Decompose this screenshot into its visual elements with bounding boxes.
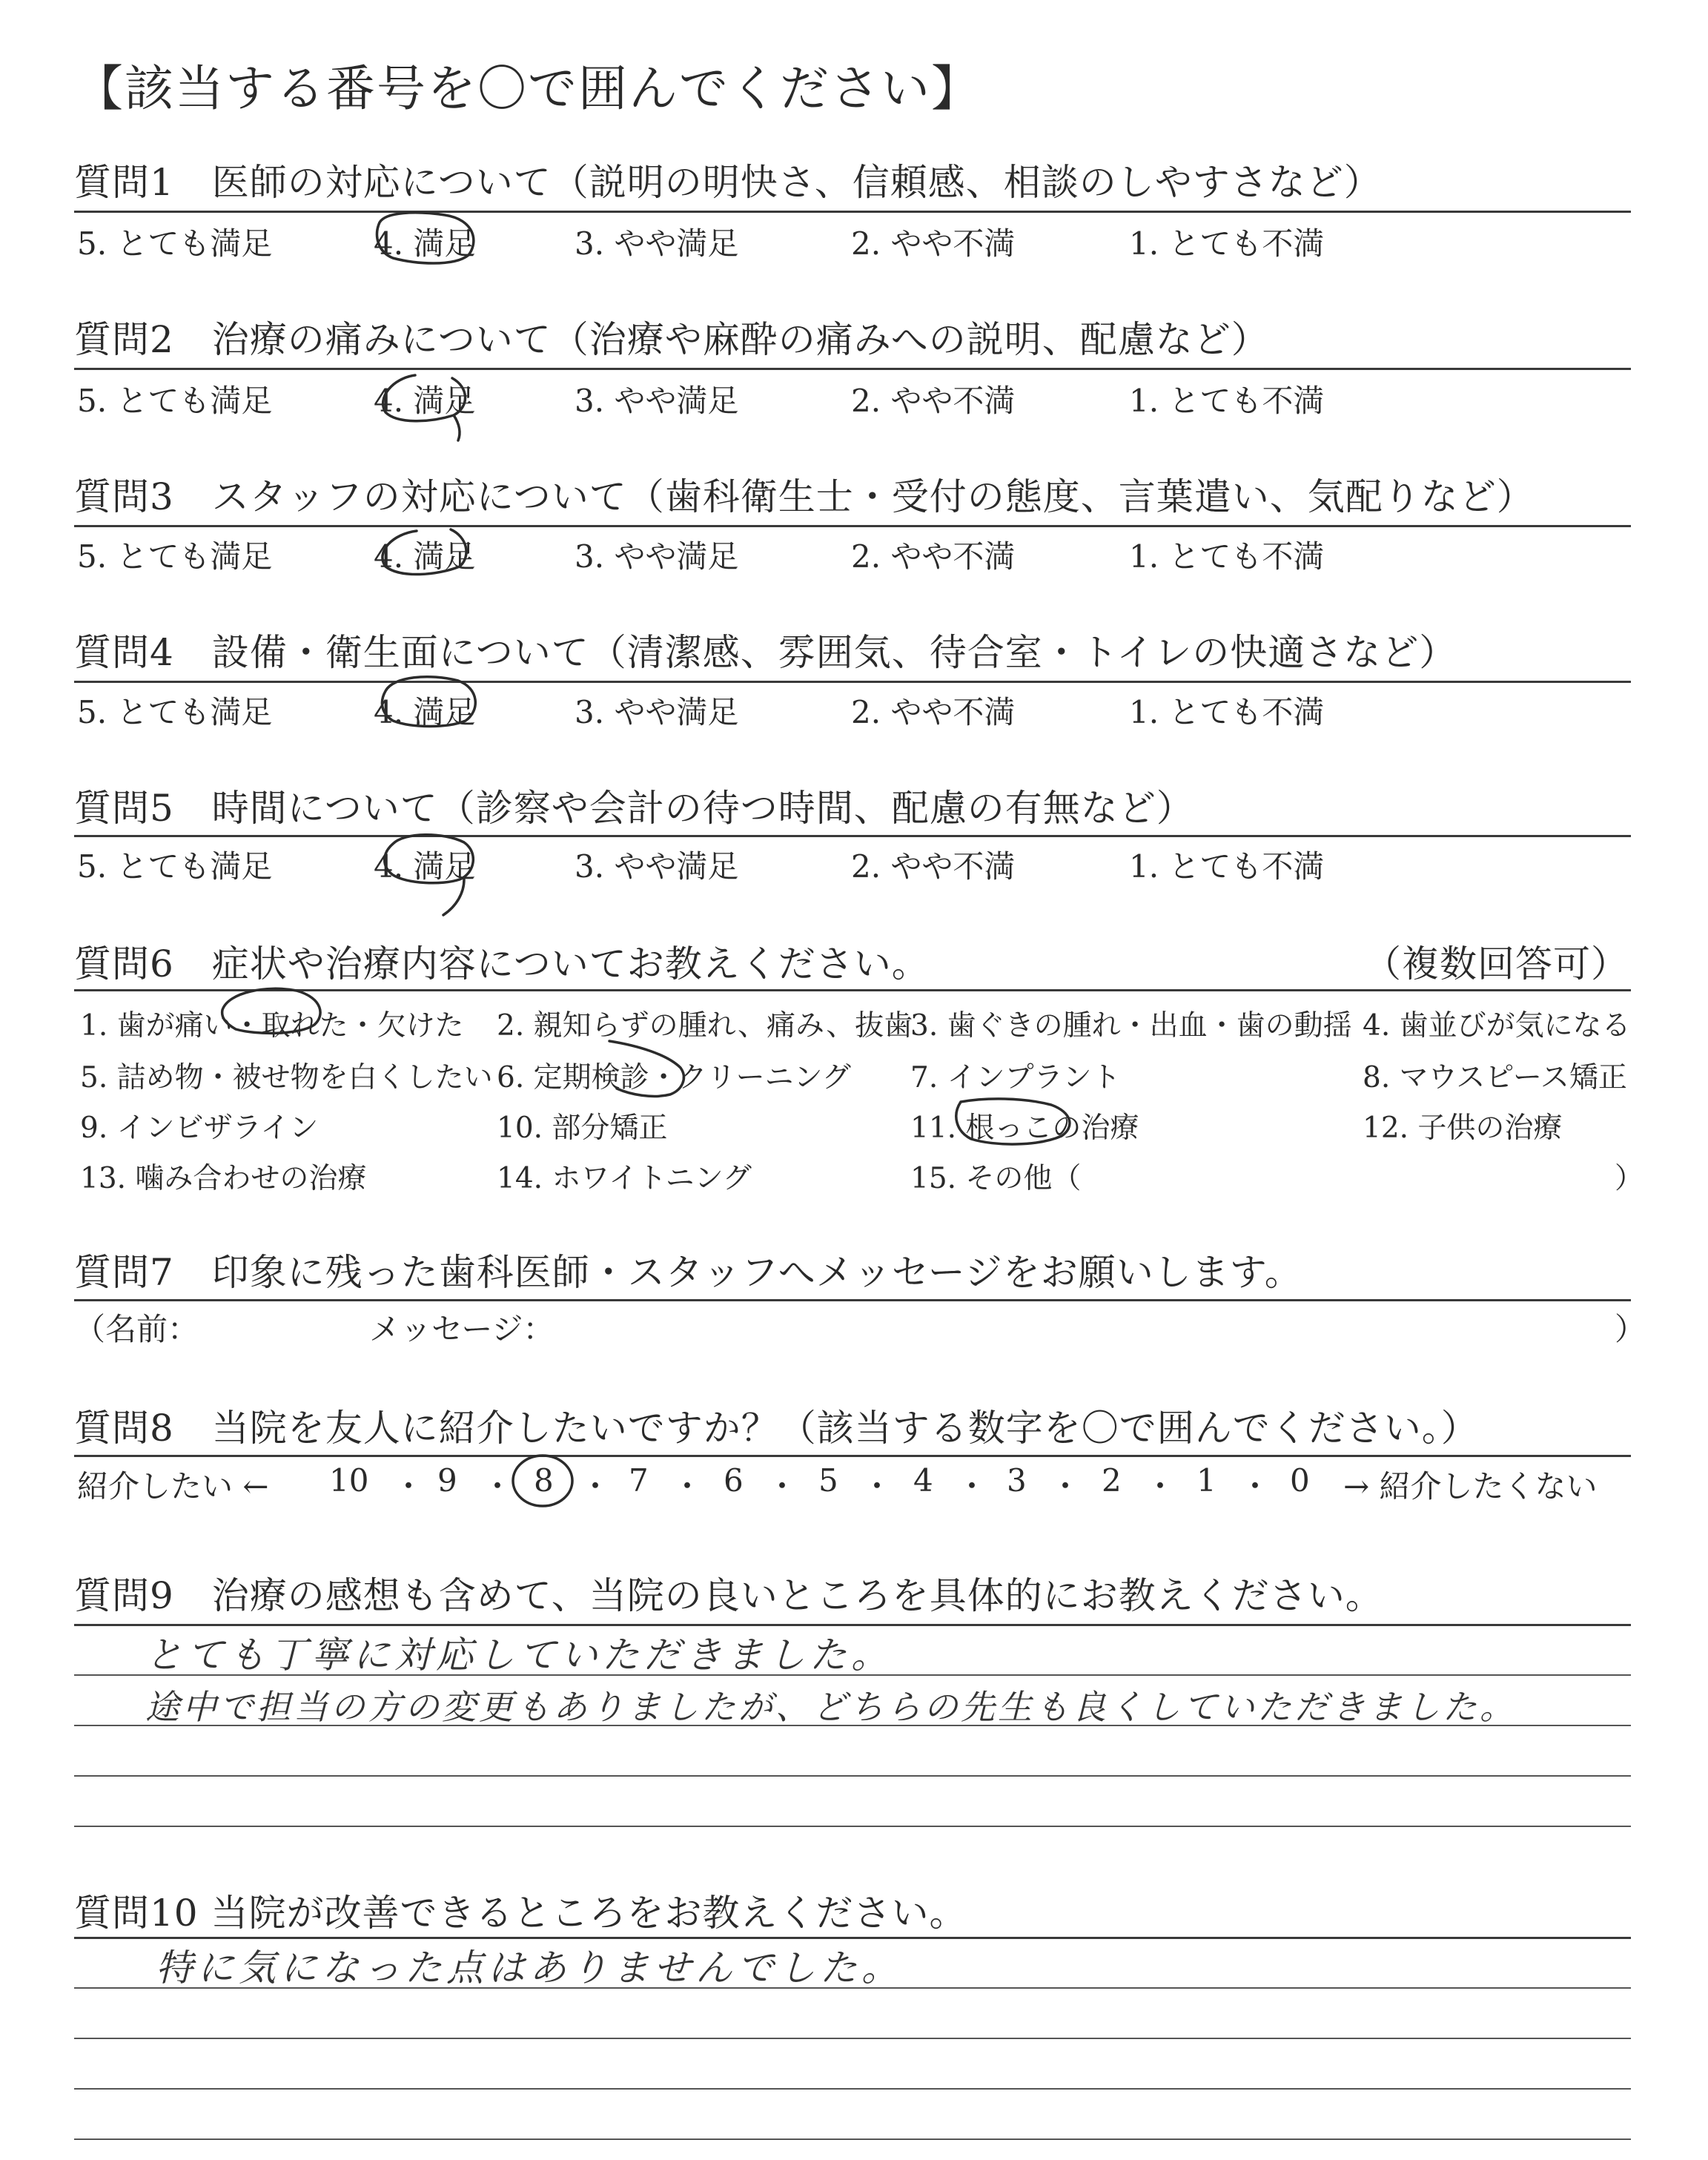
q6-option-15[interactable]: 15. その他（ [910,1162,1082,1195]
q6-option-6[interactable]: 6. 定期検診・クリーニング [497,1061,851,1094]
q8-title: 質問8 当院を友人に紹介したいですか？（該当する数字を〇で囲んでください。） [74,1407,1479,1450]
q8-dot: ・ [956,1468,988,1505]
q5-rule [74,835,1631,837]
q8-scale-6[interactable]: 6 [724,1462,744,1499]
q3-option-4[interactable]: 4. 満足 [374,538,476,575]
q1-option-2[interactable]: 2. やや不満 [851,225,1016,262]
q1-option-3[interactable]: 3. やや満足 [575,225,739,262]
q8-scale-10[interactable]: 10 [329,1462,369,1499]
q2-rule [74,368,1631,370]
q2-option-5[interactable]: 5. とても満足 [77,383,273,419]
q6-option-14[interactable]: 14. ホワイトニング [497,1162,752,1195]
q8-rule [74,1455,1631,1457]
q8-scale-5[interactable]: 5 [818,1462,838,1499]
q6-option-5[interactable]: 5. 詰め物・被せ物を白くしたい [80,1061,493,1094]
q7-rule [74,1299,1631,1301]
q6-option-3[interactable]: 3. 歯ぐきの腫れ・出血・歯の動揺 [910,1009,1352,1043]
q3-option-5[interactable]: 5. とても満足 [77,538,273,575]
q10-answer-line [74,2138,1631,2140]
q8-scale-8[interactable]: 8 [534,1462,554,1499]
q6-note: （複数回答可） [1364,942,1629,985]
q5-option-2[interactable]: 2. やや不満 [851,848,1016,885]
q8-dot: ・ [393,1468,425,1505]
q4-option-4[interactable]: 4. 満足 [374,694,476,730]
q6-option-15-close: ） [1615,1162,1644,1195]
q8-dot: ・ [482,1468,514,1505]
q3-rule [74,525,1631,527]
q8-right-label: → 紹介したくない [1343,1468,1598,1505]
q5-option-1[interactable]: 1. とても不満 [1129,848,1325,885]
q8-dot: ・ [767,1468,798,1505]
q9-answer-text[interactable]: 途中で担当の方の変更もありましたが、どちらの先生も良くしていただきました。 [145,1687,1517,1727]
q8-scale-2[interactable]: 2 [1102,1462,1122,1499]
q8-scale-4[interactable]: 4 [913,1462,933,1499]
q3-title: 質問3 スタッフの対応について（歯科衛生士・受付の態度、言葉遣い、気配りなど） [74,475,1535,518]
q6-option-7[interactable]: 7. インプラント [910,1061,1121,1094]
q6-option-1[interactable]: 1. 歯が痛い・取れた・欠けた [80,1009,464,1043]
q8-dot: ・ [861,1468,893,1505]
q6-option-9[interactable]: 9. インビザライン [80,1112,319,1145]
q10-answer-text[interactable]: 特に気になった点はありませんでした。 [156,1946,903,1989]
q6-option-2[interactable]: 2. 親知らずの腫れ、痛み、抜歯 [497,1009,913,1043]
q7-message-label: メッセージ： [369,1311,555,1347]
form-header: 【該当する番号を〇で囲んでください】 [74,60,982,117]
q8-scale-3[interactable]: 3 [1007,1462,1027,1499]
q9-title: 質問9 治療の感想も含めて、当院の良いところを具体的にお教えください。 [74,1574,1383,1617]
q10-answer-line [74,2088,1631,2090]
q6-option-11[interactable]: 11. 根っこの治療 [910,1112,1139,1145]
q8-left-label: 紹介したい ← [77,1468,269,1505]
q7-close: ） [1615,1311,1646,1347]
q2-option-3[interactable]: 3. やや満足 [575,383,739,419]
q4-option-3[interactable]: 3. やや満足 [575,694,739,730]
q1-rule [74,211,1631,213]
q10-title: 質問10 当院が改善できるところをお教えください。 [74,1892,967,1935]
q4-option-1[interactable]: 1. とても不満 [1129,694,1325,730]
q4-option-5[interactable]: 5. とても満足 [77,694,273,730]
q10-answer-line [74,2038,1631,2039]
q8-scale-0[interactable]: 0 [1290,1462,1310,1499]
q8-dot: ・ [1050,1468,1082,1505]
q9-answer-line [74,1826,1631,1827]
q4-option-2[interactable]: 2. やや不満 [851,694,1016,730]
q6-option-4[interactable]: 4. 歯並びが気になる [1363,1009,1631,1043]
q8-dot: ・ [580,1468,612,1505]
q1-option-1[interactable]: 1. とても不満 [1129,225,1325,262]
q8-scale-7[interactable]: 7 [629,1462,649,1499]
q2-option-1[interactable]: 1. とても不満 [1129,383,1325,419]
q1-option-5[interactable]: 5. とても満足 [77,225,273,262]
q8-dot: ・ [1145,1468,1176,1505]
q6-option-12[interactable]: 12. 子供の治療 [1363,1112,1563,1145]
q5-option-5[interactable]: 5. とても満足 [77,848,273,885]
q5-option-3[interactable]: 3. やや満足 [575,848,739,885]
q6-rule [74,989,1631,991]
q7-title: 質問7 印象に残った歯科医師・スタッフへメッセージをお願いします。 [74,1251,1302,1294]
q4-title: 質問4 設備・衛生面について（清潔感、雰囲気、待合室・トイレの快適さなど） [74,631,1457,674]
q8-scale-9[interactable]: 9 [437,1462,457,1499]
q5-title: 質問5 時間について（診察や会計の待つ時間、配慮の有無など） [74,787,1194,830]
q1-title: 質問1 医師の対応について（説明の明快さ、信頼感、相談のしやすさなど） [74,161,1382,204]
q2-option-4[interactable]: 4. 満足 [374,383,476,419]
q1-option-4[interactable]: 4. 満足 [374,225,476,262]
q8-scale-1[interactable]: 1 [1196,1462,1217,1499]
q9-answer-line [74,1775,1631,1777]
q3-option-3[interactable]: 3. やや満足 [575,538,739,575]
q3-option-1[interactable]: 1. とても不満 [1129,538,1325,575]
q6-option-13[interactable]: 13. 噛み合わせの治療 [80,1162,367,1195]
q4-rule [74,681,1631,683]
q6-option-10[interactable]: 10. 部分矯正 [497,1112,668,1145]
q2-title: 質問2 治療の痛みについて（治療や麻酔の痛みへの説明、配慮など） [74,318,1269,361]
q9-answer-text[interactable]: とても丁寧に対応していただきました。 [145,1634,893,1677]
q8-dot: ・ [672,1468,704,1505]
q5-option-4[interactable]: 4. 満足 [374,848,476,885]
q3-option-2[interactable]: 2. やや不満 [851,538,1016,575]
q6-title: 質問6 症状や治療内容についてお教えください。 [74,942,930,985]
q7-name-label: （名前： [74,1311,199,1347]
q6-option-8[interactable]: 8. マウスピース矯正 [1363,1061,1627,1094]
q2-option-2[interactable]: 2. やや不満 [851,383,1016,419]
q8-dot: ・ [1239,1468,1271,1505]
